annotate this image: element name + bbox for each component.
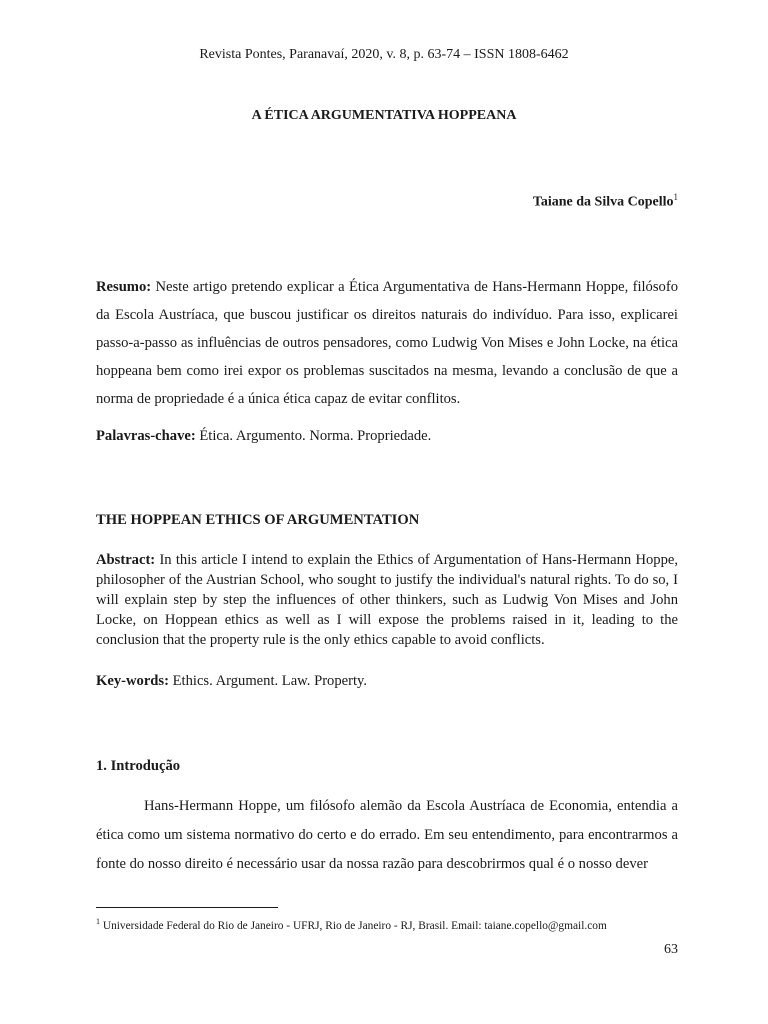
keywords-label: Key-words: bbox=[96, 673, 169, 689]
palavras-chave-text: Ética. Argumento. Norma. Propriedade. bbox=[195, 428, 432, 444]
author-footnote-marker: 1 bbox=[673, 192, 678, 202]
english-section-title: THE HOPPEAN ETHICS OF ARGUMENTATION bbox=[96, 512, 420, 528]
author-name bbox=[533, 192, 678, 211]
resumo-paragraph bbox=[96, 273, 678, 413]
article-title: A ÉTICA ARGUMENTATIVA HOPPEANA bbox=[251, 108, 517, 123]
palavras-chave-label: Palavras-chave: bbox=[96, 428, 196, 444]
abstract-label: Abstract: bbox=[96, 552, 156, 568]
footnote-marker: 1 bbox=[96, 917, 100, 926]
introduction-paragraph: Hans-Hermann Hoppe, um filósofo alemão da Escola Austríaca de Economia, entendia a ética como um sistema normativo do certo e do errado. Em seu entendimento, para encontrarmos a fonte do nosso direito é necessário usar da nossa razão para descobrirmos qual é o nosso dever bbox=[96, 798, 678, 872]
palavras-chave-line bbox=[96, 424, 678, 448]
keywords-line bbox=[96, 669, 678, 693]
author-name-text: Taiane da Silva Copello bbox=[532, 194, 674, 210]
abstract-text: In this article I intend to explain the Ethics of Argumentation of Hans-Hermann Hoppe, philosopher of the Austrian School, who sought to justify the individual's natural rights. To do so, I will explain step by step the influences of other thinkers, such as Ludwig Von Mises and John Locke, on Hoppean ethics as well as I will expose the problems raised in it, leading to the conclusion that the property rule is the only ethics capable to avoid conflicts. bbox=[96, 552, 678, 648]
resumo-label: Resumo: bbox=[96, 279, 152, 295]
resumo-text: Neste artigo pretendo explicar a Ética Argumentativa de Hans-Hermann Hoppe, filósofo da Escola Austríaca, que buscou justificar os direitos naturais do indivíduo. Para isso, explicarei passo-a-passo as influências de outros pensadores, como Ludwig Von Mises e John Locke, na ética hoppeana bem como irei expor os problemas suscitados na mesma, levando a conclusão de que a norma de propriedade é a única ética capaz de evitar conflitos. bbox=[96, 279, 678, 407]
page-number: 63 bbox=[664, 942, 678, 957]
footnote-text: Universidade Federal do Rio de Janeiro - UFRJ, Rio de Janeiro - RJ, Brasil. Email: taiane.copello@gmail.com bbox=[100, 919, 607, 932]
journal-citation-header: Revista Pontes, Paranavaí, 2020, v. 8, p. 63-74 – ISSN 1808-6462 bbox=[199, 47, 569, 62]
footnote-divider bbox=[96, 907, 278, 908]
introduction-heading: 1. Introdução bbox=[96, 758, 181, 774]
abstract-paragraph bbox=[96, 550, 678, 650]
footnote bbox=[96, 914, 607, 934]
keywords-text: Ethics. Argument. Law. Property. bbox=[168, 673, 368, 689]
